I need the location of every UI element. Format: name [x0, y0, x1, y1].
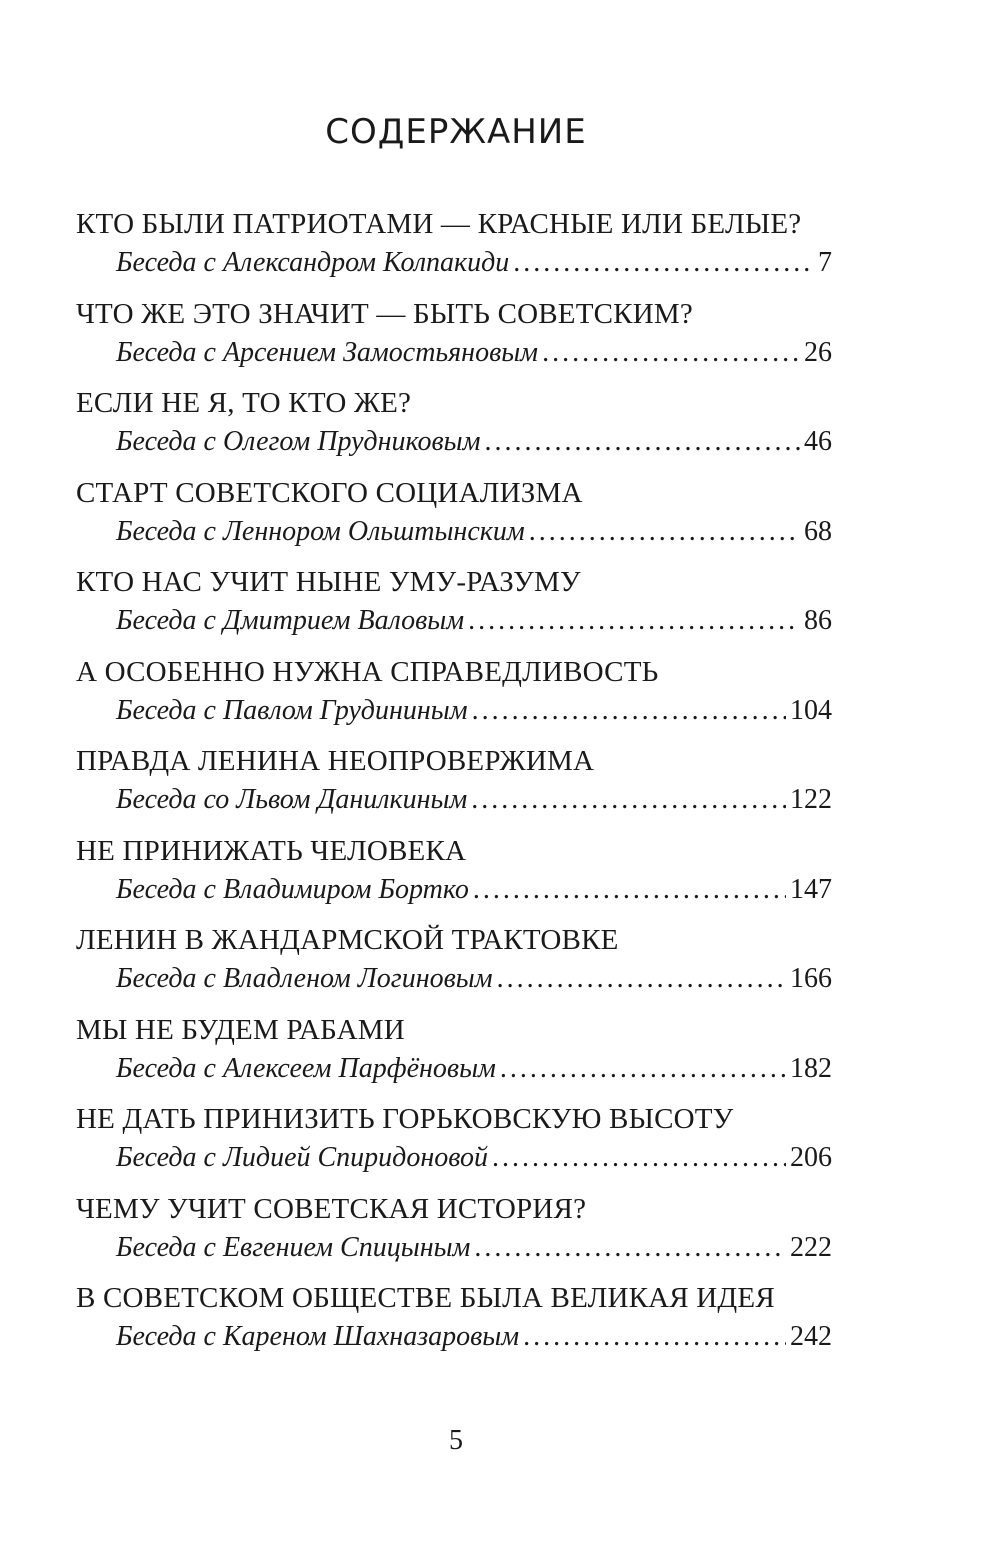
entry-title: ЕСЛИ НЕ Я, ТО КТО ЖЕ?	[76, 387, 412, 419]
entry-title: ЧЕМУ УЧИТ СОВЕТСКАЯ ИСТОРИЯ?	[76, 1192, 587, 1225]
entry-page-number: 68	[804, 515, 832, 547]
entry-line	[76, 691, 832, 731]
entry-line	[76, 780, 832, 820]
toc-entry[interactable]	[76, 205, 832, 295]
toc-entry[interactable]	[76, 653, 832, 743]
dot-leader	[473, 870, 786, 910]
entry-page-number: 222	[790, 1231, 832, 1263]
entry-line	[76, 422, 832, 462]
toc-entry[interactable]	[76, 295, 832, 385]
toc-entry[interactable]	[76, 742, 832, 832]
entry-subtitle: Беседа с Александром Колпакиди	[116, 247, 510, 278]
entry-page-number: 86	[804, 605, 832, 636]
entry-subtitle: Беседа с Владленом Логиновым	[116, 963, 493, 994]
entry-line	[76, 1317, 832, 1357]
entry-page-number: 166	[790, 963, 832, 994]
entry-title: ЧТО ЖЕ ЭТО ЗНАЧИТ — БЫТЬ СОВЕТСКИМ?	[76, 297, 693, 330]
entry-line	[76, 243, 832, 283]
toc-entry[interactable]	[76, 1011, 832, 1101]
table-of-contents	[76, 205, 832, 1369]
entry-subtitle: Беседа с Лидией Спиридоновой	[116, 1142, 489, 1173]
entry-page-number: 26	[804, 336, 832, 368]
entry-page-number: 242	[790, 1321, 832, 1352]
toc-entry[interactable]	[76, 832, 832, 922]
dot-leader	[471, 780, 786, 820]
entry-subtitle: Беседа с Павлом Грудининым	[116, 694, 468, 726]
entry-page-number: 206	[790, 1142, 832, 1173]
toc-entry[interactable]	[76, 474, 832, 564]
dot-leader	[468, 601, 800, 641]
toc-entry[interactable]	[76, 921, 832, 1011]
entry-subtitle: Беседа с Олегом Прудниковым	[116, 426, 481, 457]
entry-title: КТО НАС УЧИТ НЫНЕ УМУ-РАЗУМУ	[76, 566, 581, 598]
entry-title: В СОВЕТСКОМ ОБЩЕСТВЕ БЫЛА ВЕЛИКАЯ ИДЕЯ	[76, 1282, 775, 1314]
entry-subtitle: Беседа с Арсением Замостьяновым	[116, 336, 539, 368]
dot-leader	[523, 1317, 786, 1357]
entry-title: МЫ НЕ БУДЕМ РАБАМИ	[76, 1013, 405, 1046]
entry-page-number: 147	[790, 873, 832, 905]
entry-title: КТО БЫЛИ ПАТРИОТАМИ — КРАСНЫЕ ИЛИ БЕЛЫЕ?	[76, 208, 802, 240]
entry-title: ПРАВДА ЛЕНИНА НЕОПРОВЕРЖИМА	[76, 745, 595, 777]
entry-title: ЛЕНИН В ЖАНДАРМСКОЙ ТРАКТОВКЕ	[76, 924, 619, 956]
toc-entry[interactable]	[76, 1190, 832, 1280]
entry-page-number: 182	[790, 1052, 832, 1084]
entry-subtitle: Беседа с Алексеем Парфёновым	[116, 1052, 496, 1084]
dot-leader	[497, 959, 786, 999]
entry-page-number: 104	[790, 694, 832, 726]
entry-subtitle: Беседа с Кареном Шахназаровым	[116, 1321, 520, 1352]
entry-subtitle: Беседа со Львом Данилкиным	[116, 784, 468, 815]
entry-title: СТАРТ СОВЕТСКОГО СОЦИАЛИЗМА	[76, 476, 583, 509]
footer-page-number: 5	[449, 1425, 463, 1456]
dot-leader	[513, 243, 814, 283]
entry-page-number: 46	[804, 426, 832, 457]
entry-line	[76, 601, 832, 641]
dot-leader	[529, 512, 800, 552]
toc-entry[interactable]	[76, 1100, 832, 1190]
entry-title: НЕ ПРИНИЖАТЬ ЧЕЛОВЕКА	[76, 834, 467, 867]
entry-page-number: 7	[818, 247, 832, 278]
entry-line	[76, 1228, 832, 1268]
entry-line	[76, 333, 832, 373]
toc-entry[interactable]	[76, 384, 832, 474]
entry-subtitle: Беседа с Леннором Ольштынским	[116, 515, 525, 547]
entry-subtitle: Беседа с Дмитрием Валовым	[116, 605, 465, 636]
toc-entry[interactable]	[76, 563, 832, 653]
dot-leader	[500, 1049, 786, 1089]
entry-line	[76, 1049, 832, 1089]
entry-subtitle: Беседа с Евгением Спицыным	[116, 1231, 471, 1263]
dot-leader	[492, 1138, 786, 1178]
dot-leader	[474, 1228, 786, 1268]
dot-leader	[542, 333, 800, 373]
entry-line	[76, 959, 832, 999]
entry-line	[76, 512, 832, 552]
entry-subtitle: Беседа с Владимиром Бортко	[116, 873, 469, 905]
entry-title: НЕ ДАТЬ ПРИНИЗИТЬ ГОРЬКОВСКУЮ ВЫСОТУ	[76, 1103, 734, 1135]
page-title: СОДЕРЖАНИЕ	[325, 112, 587, 152]
entry-title: А ОСОБЕННО НУЖНА СПРАВЕДЛИВОСТЬ	[76, 655, 659, 688]
entry-line	[76, 1138, 832, 1178]
toc-entry[interactable]	[76, 1279, 832, 1369]
entry-page-number: 122	[790, 784, 832, 815]
dot-leader	[472, 691, 786, 731]
entry-line	[76, 870, 832, 910]
dot-leader	[485, 422, 800, 462]
